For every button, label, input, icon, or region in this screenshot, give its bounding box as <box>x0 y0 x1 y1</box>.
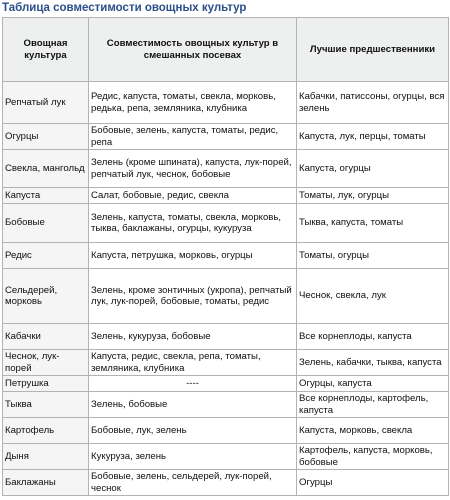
crop-cell: Сельдерей, морковь <box>3 269 89 324</box>
predecessors-cell: Огурцы <box>297 470 449 496</box>
predecessors-cell: Зелень, кабачки, тыква, капуста <box>297 350 449 376</box>
table-row <box>3 392 449 418</box>
crop-cell: Чеснок, лук-порей <box>3 350 89 376</box>
table-header-row <box>3 18 449 82</box>
predecessors-cell: Картофель, капуста, морковь, бобовые <box>297 444 449 470</box>
page-title: Таблица совместимости овощных культур <box>2 2 247 14</box>
compatible-cell: ---- <box>89 376 297 392</box>
crop-cell: Картофель <box>3 418 89 444</box>
predecessors-cell: Капуста, морковь, свекла <box>297 418 449 444</box>
compatible-cell: Бобовые, лук, зелень <box>89 418 297 444</box>
crop-cell: Кабачки <box>3 324 89 350</box>
table-row <box>3 150 449 188</box>
predecessors-cell: Томаты, огурцы <box>297 243 449 269</box>
predecessors-cell: Томаты, лук, огурцы <box>297 188 449 204</box>
predecessors-cell: Тыква, капуста, томаты <box>297 204 449 243</box>
compatible-cell: Зелень, капуста, томаты, свекла, морковь, тыква, баклажаны, огурцы, кукуруза <box>89 204 297 243</box>
header-predecessors: Лучшие предшественники <box>297 18 449 82</box>
crop-cell: Капуста <box>3 188 89 204</box>
compatible-cell: Зелень, кукуруза, бобовые <box>89 324 297 350</box>
table-row <box>3 269 449 324</box>
predecessors-cell: Все корнеплоды, капуста <box>297 324 449 350</box>
compatible-cell: Редис, капуста, томаты, свекла, морковь, редька, репа, земляника, клубника <box>89 82 297 124</box>
crop-cell: Свекла, мангольд <box>3 150 89 188</box>
predecessors-cell: Капуста, огурцы <box>297 150 449 188</box>
crop-cell: Баклажаны <box>3 470 89 496</box>
compatible-cell: Зелень (кроме шпината), капуста, лук-порей, репчатый лук, чеснок, бобовые <box>89 150 297 188</box>
table-row <box>3 324 449 350</box>
compatible-cell: Капуста, редис, свекла, репа, томаты, земляника, клубника <box>89 350 297 376</box>
crop-cell: Репчатый лук <box>3 82 89 124</box>
predecessors-cell: Огурцы, капуста <box>297 376 449 392</box>
compatible-cell: Капуста, петрушка, морковь, огурцы <box>89 243 297 269</box>
compatibility-table <box>2 17 449 496</box>
table-row <box>3 444 449 470</box>
table-row <box>3 350 449 376</box>
compatible-cell: Бобовые, зелень, капуста, томаты, редис, репа <box>89 124 297 150</box>
predecessors-cell: Кабачки, патиссоны, огурцы, вся зелень <box>297 82 449 124</box>
predecessors-cell: Капуста, лук, перцы, томаты <box>297 124 449 150</box>
table-row <box>3 470 449 496</box>
table-row <box>3 82 449 124</box>
compatible-cell: Зелень, кроме зонтичных (укропа), репчатый лук, лук-порей, бобовые, томаты, редис <box>89 269 297 324</box>
header-compatible: Совместимость овощных культур в смешанных посевах <box>89 18 297 82</box>
table-row <box>3 188 449 204</box>
crop-cell: Тыква <box>3 392 89 418</box>
compatible-cell: Бобовые, зелень, сельдерей, лук-порей, чеснок <box>89 470 297 496</box>
crop-cell: Бобовые <box>3 204 89 243</box>
crop-cell: Редис <box>3 243 89 269</box>
crop-cell: Петрушка <box>3 376 89 392</box>
crop-cell: Дыня <box>3 444 89 470</box>
predecessors-cell: Все корнеплоды, картофель, капуста <box>297 392 449 418</box>
compatible-cell: Зелень, бобовые <box>89 392 297 418</box>
table-row <box>3 243 449 269</box>
predecessors-cell: Чеснок, свекла, лук <box>297 269 449 324</box>
crop-cell: Огурцы <box>3 124 89 150</box>
compatible-cell: Кукуруза, зелень <box>89 444 297 470</box>
table-row <box>3 204 449 243</box>
compatible-cell: Салат, бобовые, редис, свекла <box>89 188 297 204</box>
table-row <box>3 418 449 444</box>
table-row <box>3 124 449 150</box>
header-crop: Овощная культура <box>3 18 89 82</box>
table-row <box>3 376 449 392</box>
